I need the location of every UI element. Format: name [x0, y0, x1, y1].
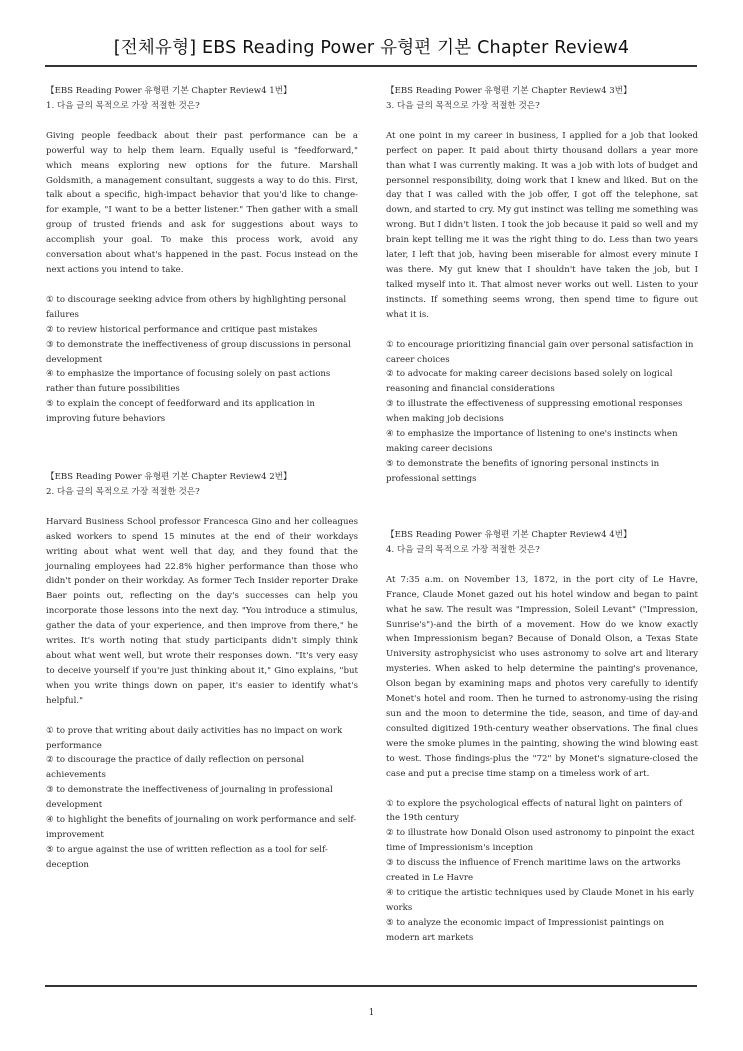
- answer-option-1: ① to encourage prioritizing financial gain over personal satisfaction in career choices: [386, 339, 694, 365]
- answer-option-4: ④ to emphasize the importance of listening to one's instincts when making career decisions: [386, 429, 678, 454]
- answer-option-3: ③ to discuss the influence of French maritime laws on the artworks created in Le Havre: [386, 858, 681, 884]
- answer-options: [46, 724, 358, 873]
- top-rule: [45, 65, 697, 67]
- question-passage: At one point in my career in business, I applied for a job that looked perfect on paper. It paid about thirty thousand dollars a year more than what I was currently making. It was a job with lots of budget and personnel responsibility, doing work that I knew and liked. But on the day that I was called with the job offer, I got off the telephone, sat down, and started to cry. My gut instinct was telling me something was wrong. But I didn't listen. I took the job because it paid so well and my brain kept telling me it was the right thing to do. Less than two years later, I left that job, having been miserable for almost every minute I was there. My gut knew that I shouldn't have taken the job, but I talked myself into it. That almost never works out well. Listen to your instincts. If something seems wrong, then spend time to figure out what it is.: [386, 130, 698, 320]
- question-passage: Harvard Business School professor Francesca Gino and her colleagues asked workers to spend 15 minutes at the end of their workdays writing about what went well that day, and they found that the journaling employees had 22.8% higher performance than those who didn't ponder on their workday. As former Tech Insider reporter Drake Baer points out, reflecting on the day's successes can help you incorporate those lessons into the next day. "You introduce a stimulus, gather the data of your experience, and then improve from there," he writes. It's worth noting that study participants didn't simply think about what went well, but wrote their responses down. "It's very easy to deceive yourself if you're just thinking about it," Gino explains, "but when you write things down on paper, it's easier to identify what's helpful.": [46, 516, 358, 706]
- question-1: [46, 84, 358, 427]
- answer-option-4: ④ to highlight the benefits of journaling on work performance and self-improvement: [46, 815, 357, 840]
- answer-options: [386, 797, 698, 946]
- question-3: [386, 84, 698, 487]
- answer-option-5: ⑤ to analyze the economic impact of Impressionist paintings on modern art markets: [386, 917, 665, 943]
- question-prompt: 1. 다음 글의 목적으로 가장 적절한 것은?: [46, 100, 200, 111]
- answer-options: [46, 293, 358, 427]
- answer-option-2: ② to review historical performance and critique past mistakes: [46, 324, 318, 335]
- question-header: 【EBS Reading Power 유형편 기본 Chapter Review4 2번】: [46, 472, 292, 482]
- answer-option-3: ③ to illustrate the effectiveness of suppressing emotional responses when making job decisions: [386, 399, 683, 425]
- question-2: [46, 470, 358, 873]
- question-passage: Giving people feedback about their past performance can be a powerful way to help them learn. Equally useful is "feedforward," which means exploring new options for the future. Marshall Goldsmith, a management consultant, suggests a way to do this. First, talk about a specific, high-impact behavior that you'd like to change-for example, "I want to be a better listener." Then gather with a small group of trusted friends and ask for suggestions about ways to accomplish your goal. To make this process work, avoid any conversation about what's happened in the past. Focus instead on the next actions you intend to take.: [46, 130, 358, 275]
- bottom-rule: [45, 985, 697, 987]
- answer-option-2: ② to advocate for making career decisions based solely on logical reasoning and financial considerations: [386, 369, 673, 395]
- question-prompt: 4. 다음 글의 목적으로 가장 적절한 것은?: [386, 544, 540, 555]
- answer-option-1: ① to explore the psychological effects of natural light on painters of the 19th century: [386, 798, 683, 824]
- question-passage: At 7:35 a.m. on November 13, 1872, in the port city of Le Havre, France, Claude Monet gazed out his hotel window and began to paint what he saw. The result was "Impression, Soleil Levant" ("Impression, Sunrise's")-and the birth of a movement. How do we know exactly when Impressionism began? Because of Donald Olson, a Texas State University astrophysicist who uses astronomy to solve art and literary mysteries. When asked to help determine the painting's provenance, Olson began by examining maps and photos very carefully to identify Monet's hotel and room. Then he turned to astronomy-using the rising sun and the moon to determine the tide, season, and time of day-and consulted digitized 19th-century weather observations. The final clues were the smoke plumes in the painting, showing the wind blowing east to west. Those findings-plus the "72" by Monet's signature-closed the case and put a precise time stamp on a timeless work of art.: [386, 574, 698, 779]
- page-number: 1: [368, 1008, 375, 1018]
- answer-option-5: ⑤ to explain the concept of feedforward and its application in improving future behaviors: [46, 399, 315, 425]
- question-prompt: 2. 다음 글의 목적으로 가장 적절한 것은?: [46, 486, 200, 497]
- answer-option-2: ② to illustrate how Donald Olson used astronomy to pinpoint the exact time of Impressionism's inception: [386, 828, 695, 854]
- question-header: 【EBS Reading Power 유형편 기본 Chapter Review4 1번】: [46, 86, 292, 96]
- question-4: [386, 528, 698, 946]
- answer-option-4: ④ to emphasize the importance of focusing solely on past actions rather than future possibilities: [46, 369, 331, 395]
- answer-option-5: ⑤ to argue against the use of written reflection as a tool for self-deception: [46, 844, 328, 870]
- answer-option-4: ④ to critique the artistic techniques used by Claude Monet in his early works: [386, 887, 695, 913]
- answer-option-3: ③ to demonstrate the ineffectiveness of journaling in professional development: [46, 785, 333, 811]
- answer-option-1: ① to discourage seeking advice from others by highlighting personal failures: [46, 294, 347, 320]
- answer-option-5: ⑤ to demonstrate the benefits of ignoring personal instincts in professional settings: [386, 458, 660, 484]
- question-prompt: 3. 다음 글의 목적으로 가장 적절한 것은?: [386, 100, 540, 111]
- answer-options: [386, 338, 698, 487]
- answer-option-1: ① to prove that writing about daily activities has no impact on work performance: [46, 725, 343, 751]
- question-header: 【EBS Reading Power 유형편 기본 Chapter Review4 3번】: [386, 86, 632, 96]
- answer-option-2: ② to discourage the practice of daily reflection on personal achievements: [46, 755, 305, 781]
- answer-option-3: ③ to demonstrate the ineffectiveness of group discussions in personal development: [46, 339, 351, 365]
- page-title: [전체유형] EBS Reading Power 유형편 기본 Chapter Review4: [113, 38, 630, 58]
- question-header: 【EBS Reading Power 유형편 기본 Chapter Review4 4번】: [386, 530, 632, 540]
